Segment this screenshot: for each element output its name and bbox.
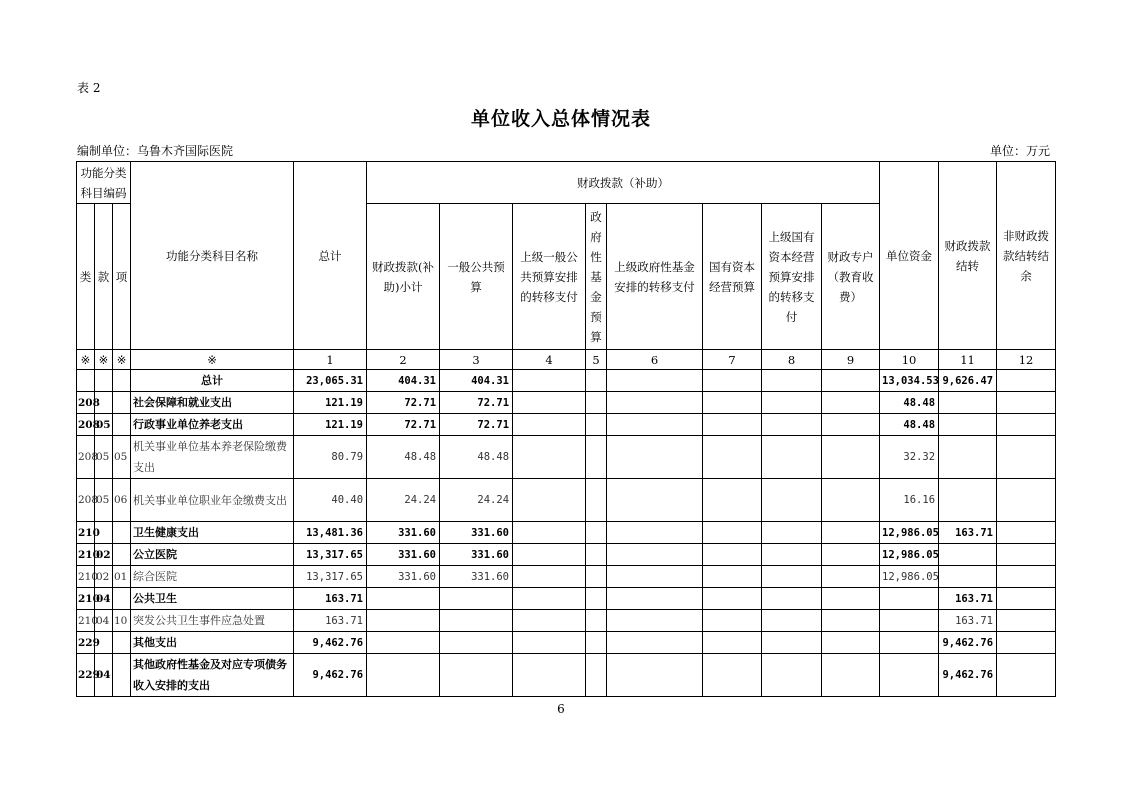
cell-col-6 [607, 566, 703, 588]
cell-col-10: 12,986.05 [880, 522, 939, 544]
cell-name: 社会保障和就业支出 [131, 392, 294, 414]
cell-col-7 [703, 436, 762, 479]
cell-col-3 [440, 588, 513, 610]
header-gov-fund-budget: 政府性基金预算 [586, 204, 607, 350]
cell-kuan: 04 [95, 610, 113, 632]
cell-col-4 [513, 392, 586, 414]
header-upper-general-transfer: 上级一般公共预算安排的转移支付 [513, 204, 586, 350]
cell-xiang: 05 [113, 436, 131, 479]
cell-xiang [113, 654, 131, 697]
cell-col-11: 163.71 [939, 522, 997, 544]
cell-col-7 [703, 632, 762, 654]
cell-col-10: 48.48 [880, 414, 939, 436]
header-fiscal-subtotal: 财政拨款(补助)小计 [367, 204, 440, 350]
cell-name: 公共卫生 [131, 588, 294, 610]
cell-lei: 208 [77, 436, 95, 479]
cell-col-10 [880, 632, 939, 654]
cell-lei: 210 [77, 544, 95, 566]
cell-col-9 [822, 654, 880, 697]
cell-col-7 [703, 522, 762, 544]
cell-col-1: 23,065.31 [294, 370, 367, 392]
cell-col-5 [586, 654, 607, 697]
cell-col-10: 32.32 [880, 436, 939, 479]
cell-col-7 [703, 479, 762, 522]
cell-col-4 [513, 632, 586, 654]
index-cell: 12 [997, 350, 1056, 370]
cell-xiang: 06 [113, 479, 131, 522]
table-row [77, 544, 1056, 566]
cell-col-4 [513, 566, 586, 588]
cell-name: 其他政府性基金及对应专项债务收入安排的支出 [131, 654, 294, 697]
cell-col-12 [997, 566, 1056, 588]
cell-col-3: 72.71 [440, 414, 513, 436]
cell-col-11: 9,462.76 [939, 654, 997, 697]
cell-lei: 208 [77, 479, 95, 522]
index-cell: ※ [95, 350, 113, 370]
cell-col-8 [762, 654, 822, 697]
cell-lei: 208 [77, 414, 95, 436]
cell-col-8 [762, 392, 822, 414]
cell-col-5 [586, 436, 607, 479]
cell-xiang [113, 522, 131, 544]
cell-col-7 [703, 610, 762, 632]
cell-col-8 [762, 370, 822, 392]
cell-xiang [113, 370, 131, 392]
header-upper-state-capital-transfer: 上级国有资本经营预算安排的转移支付 [762, 204, 822, 350]
cell-col-10 [880, 610, 939, 632]
cell-col-7 [703, 544, 762, 566]
cell-col-3: 331.60 [440, 566, 513, 588]
cell-col-4 [513, 479, 586, 522]
cell-name: 机关事业单位职业年金缴费支出 [131, 479, 294, 522]
cell-col-5 [586, 522, 607, 544]
table-row [77, 479, 1056, 522]
index-cell: 3 [440, 350, 513, 370]
header-state-capital-budget: 国有资本经营预算 [703, 204, 762, 350]
cell-col-9 [822, 632, 880, 654]
cell-col-12 [997, 544, 1056, 566]
cell-col-6 [607, 370, 703, 392]
index-cell: 4 [513, 350, 586, 370]
cell-col-11: 9,462.76 [939, 632, 997, 654]
cell-col-2: 24.24 [367, 479, 440, 522]
cell-col-11 [939, 479, 997, 522]
cell-col-1: 9,462.76 [294, 654, 367, 697]
cell-xiang [113, 392, 131, 414]
cell-col-6 [607, 479, 703, 522]
cell-col-9 [822, 544, 880, 566]
cell-col-2 [367, 610, 440, 632]
cell-col-4 [513, 588, 586, 610]
cell-col-11 [939, 436, 997, 479]
header-upper-gov-fund-transfer: 上级政府性基金安排的转移支付 [607, 204, 703, 350]
cell-col-9 [822, 392, 880, 414]
currency-unit: 单位：万元 [989, 144, 1050, 158]
cell-col-11: 163.71 [939, 588, 997, 610]
cell-col-2: 331.60 [367, 566, 440, 588]
cell-col-8 [762, 544, 822, 566]
cell-xiang [113, 414, 131, 436]
cell-lei: 229 [77, 632, 95, 654]
header-general-budget: 一般公共预算 [440, 204, 513, 350]
header-lei: 类 [77, 204, 95, 350]
cell-xiang: 01 [113, 566, 131, 588]
cell-col-9 [822, 610, 880, 632]
cell-col-8 [762, 522, 822, 544]
table-row [77, 392, 1056, 414]
cell-name: 行政事业单位养老支出 [131, 414, 294, 436]
index-row [77, 350, 1056, 370]
index-cell: 1 [294, 350, 367, 370]
index-cell: 9 [822, 350, 880, 370]
header-name: 功能分类科目名称 [131, 162, 294, 350]
cell-col-12 [997, 436, 1056, 479]
cell-col-5 [586, 588, 607, 610]
cell-col-9 [822, 479, 880, 522]
cell-col-7 [703, 566, 762, 588]
index-cell: 5 [586, 350, 607, 370]
table-row [77, 632, 1056, 654]
cell-col-3: 331.60 [440, 544, 513, 566]
header-nonfiscal-balance: 非财政拨款结转结余 [997, 162, 1056, 350]
cell-lei: 210 [77, 522, 95, 544]
cell-col-1: 13,317.65 [294, 566, 367, 588]
cell-col-5 [586, 632, 607, 654]
cell-col-5 [586, 392, 607, 414]
table-row [77, 654, 1056, 697]
cell-name: 机关事业单位基本养老保险缴费支出 [131, 436, 294, 479]
index-cell: 8 [762, 350, 822, 370]
cell-col-2: 72.71 [367, 392, 440, 414]
cell-col-5 [586, 610, 607, 632]
cell-col-10: 16.16 [880, 479, 939, 522]
index-cell: ※ [77, 350, 95, 370]
cell-lei [77, 370, 95, 392]
cell-col-4 [513, 610, 586, 632]
cell-col-1: 40.40 [294, 479, 367, 522]
cell-col-7 [703, 392, 762, 414]
cell-col-9 [822, 566, 880, 588]
cell-col-4 [513, 414, 586, 436]
table-number: 表 2 [77, 81, 101, 95]
header-xiang: 项 [113, 204, 131, 350]
cell-col-2: 72.71 [367, 414, 440, 436]
income-summary-table [76, 161, 1056, 697]
cell-xiang [113, 588, 131, 610]
cell-col-2: 331.60 [367, 522, 440, 544]
cell-col-3: 72.71 [440, 392, 513, 414]
cell-col-7 [703, 370, 762, 392]
index-cell: 10 [880, 350, 939, 370]
index-cell: 11 [939, 350, 997, 370]
cell-col-4 [513, 522, 586, 544]
cell-col-8 [762, 566, 822, 588]
index-cell: ※ [113, 350, 131, 370]
cell-col-4 [513, 654, 586, 697]
cell-xiang [113, 544, 131, 566]
cell-col-1: 121.19 [294, 392, 367, 414]
table-row [77, 370, 1056, 392]
header-fiscal-balance: 财政拨款结转 [939, 162, 997, 350]
index-cell: 2 [367, 350, 440, 370]
table-row [77, 414, 1056, 436]
index-cell: 6 [607, 350, 703, 370]
cell-col-5 [586, 479, 607, 522]
cell-col-10: 12,986.05 [880, 544, 939, 566]
cell-col-10 [880, 588, 939, 610]
cell-col-4 [513, 370, 586, 392]
cell-col-9 [822, 414, 880, 436]
header-fiscal-group: 财政拨款（补助） [367, 162, 880, 204]
header-total: 总计 [294, 162, 367, 350]
cell-col-12 [997, 610, 1056, 632]
cell-col-5 [586, 414, 607, 436]
cell-col-10: 13,034.53 [880, 370, 939, 392]
cell-col-2 [367, 654, 440, 697]
cell-col-2 [367, 632, 440, 654]
cell-col-1: 163.71 [294, 610, 367, 632]
cell-col-12 [997, 522, 1056, 544]
cell-kuan: 02 [95, 544, 113, 566]
cell-col-9 [822, 588, 880, 610]
cell-col-6 [607, 392, 703, 414]
cell-col-11 [939, 414, 997, 436]
cell-col-5 [586, 566, 607, 588]
cell-col-1: 13,317.65 [294, 544, 367, 566]
cell-col-3: 24.24 [440, 479, 513, 522]
cell-col-8 [762, 588, 822, 610]
cell-col-12 [997, 632, 1056, 654]
cell-col-6 [607, 414, 703, 436]
cell-col-9 [822, 370, 880, 392]
cell-col-11: 163.71 [939, 610, 997, 632]
cell-col-6 [607, 654, 703, 697]
cell-col-1: 9,462.76 [294, 632, 367, 654]
cell-col-2 [367, 588, 440, 610]
cell-col-3 [440, 654, 513, 697]
table-row [77, 588, 1056, 610]
header-fiscal-special: 财政专户（教育收费） [822, 204, 880, 350]
cell-col-6 [607, 632, 703, 654]
cell-col-2: 331.60 [367, 544, 440, 566]
header-code-group: 功能分类科目编码 [77, 162, 131, 204]
page-title: 单位收入总体情况表 [470, 108, 651, 130]
cell-col-12 [997, 654, 1056, 697]
cell-col-11 [939, 544, 997, 566]
cell-col-12 [997, 588, 1056, 610]
cell-name: 其他支出 [131, 632, 294, 654]
cell-name: 综合医院 [131, 566, 294, 588]
cell-col-7 [703, 588, 762, 610]
cell-col-1: 80.79 [294, 436, 367, 479]
table-row [77, 522, 1056, 544]
cell-kuan: 02 [95, 566, 113, 588]
cell-xiang: 10 [113, 610, 131, 632]
cell-name: 总计 [131, 370, 294, 392]
cell-col-8 [762, 632, 822, 654]
cell-col-12 [997, 479, 1056, 522]
cell-col-11 [939, 566, 997, 588]
header-kuan: 款 [95, 204, 113, 350]
cell-col-4 [513, 436, 586, 479]
cell-lei: 210 [77, 588, 95, 610]
cell-col-8 [762, 610, 822, 632]
cell-name: 公立医院 [131, 544, 294, 566]
cell-col-2: 404.31 [367, 370, 440, 392]
cell-kuan: 05 [95, 414, 113, 436]
cell-col-3 [440, 610, 513, 632]
cell-col-11 [939, 392, 997, 414]
table-row [77, 436, 1056, 479]
cell-kuan: 04 [95, 654, 113, 697]
cell-col-7 [703, 654, 762, 697]
cell-col-7 [703, 414, 762, 436]
cell-col-4 [513, 544, 586, 566]
cell-lei: 229 [77, 654, 95, 697]
cell-col-6 [607, 544, 703, 566]
cell-lei: 208 [77, 392, 95, 414]
cell-lei: 210 [77, 610, 95, 632]
cell-col-3: 48.48 [440, 436, 513, 479]
cell-col-12 [997, 392, 1056, 414]
cell-col-8 [762, 414, 822, 436]
cell-col-3 [440, 632, 513, 654]
compiling-unit: 编制单位：乌鲁木齐国际医院 [77, 144, 234, 158]
cell-kuan: 05 [95, 436, 113, 479]
cell-kuan: 05 [95, 479, 113, 522]
index-cell: ※ [131, 350, 294, 370]
cell-name: 突发公共卫生事件应急处置 [131, 610, 294, 632]
table-row [77, 610, 1056, 632]
cell-col-1: 13,481.36 [294, 522, 367, 544]
cell-col-5 [586, 370, 607, 392]
cell-col-3: 331.60 [440, 522, 513, 544]
cell-col-10: 12,986.05 [880, 566, 939, 588]
cell-col-10: 48.48 [880, 392, 939, 414]
cell-kuan: 04 [95, 588, 113, 610]
cell-col-1: 121.19 [294, 414, 367, 436]
header-unit-funds: 单位资金 [880, 162, 939, 350]
cell-col-3: 404.31 [440, 370, 513, 392]
cell-col-1: 163.71 [294, 588, 367, 610]
cell-col-6 [607, 588, 703, 610]
cell-col-9 [822, 436, 880, 479]
cell-col-8 [762, 479, 822, 522]
cell-xiang [113, 632, 131, 654]
cell-col-8 [762, 436, 822, 479]
cell-col-6 [607, 610, 703, 632]
cell-col-6 [607, 522, 703, 544]
cell-col-12 [997, 414, 1056, 436]
cell-col-6 [607, 436, 703, 479]
cell-kuan [95, 370, 113, 392]
cell-col-10 [880, 654, 939, 697]
cell-col-5 [586, 544, 607, 566]
cell-col-2: 48.48 [367, 436, 440, 479]
table-row [77, 566, 1056, 588]
page-number: 6 [557, 702, 565, 716]
cell-lei: 210 [77, 566, 95, 588]
cell-col-11: 9,626.47 [939, 370, 997, 392]
cell-col-12 [997, 370, 1056, 392]
cell-name: 卫生健康支出 [131, 522, 294, 544]
index-cell: 7 [703, 350, 762, 370]
cell-col-9 [822, 522, 880, 544]
